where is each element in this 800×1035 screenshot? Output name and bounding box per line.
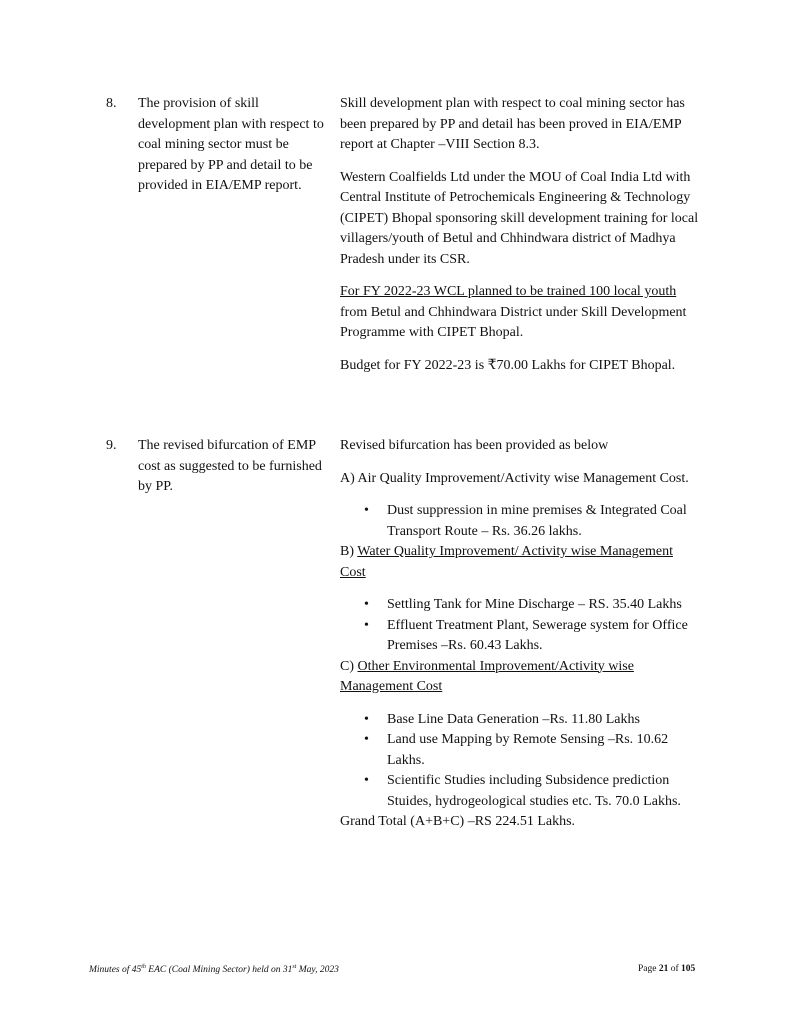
list-item: • Dust suppression in mine premises & Integrated Coal Transport Route – Rs. 36.26 lakhs. [364,503,687,539]
section-c-list [340,710,702,813]
list-item: • Settling Tank for Mine Discharge – RS. 35.40 Lakhs [340,595,702,616]
section-a-heading: A) Air Quality Improvement/Activity wise Management Cost. [340,470,689,486]
item-requirement: The provision of skill development plan with respect to coal mining sector must be prepared by PP and detail to be provided in EIA/EMP report. [138,96,324,193]
response-intro: Revised bifurcation has been provided as below [340,438,609,453]
grand-total: Grand Total (A+B+C) –RS 224.51 Lakhs. [340,814,576,829]
underlined-text: For FY 2022-23 WCL planned to be trained 100 local youth [340,284,677,299]
response-paragraph: Budget for FY 2022-23 is ₹70.00 Lakhs for CIPET Bhopal. [340,357,676,373]
paragraph-text: from Betul and Chhindwara District under Skill Development Programme with CIPET Bhopal. [340,304,687,340]
response-paragraph: Western Coalfields Ltd under the MOU of Coal India Ltd with Central Institute of Petrochemicals Engineering & Technology (CIPET) Bhopal sponsoring skill development training for local villagers/youth of Betul and Chhindwara district of Madhya Pradesh under its CSR. [340,169,699,267]
bullet-icon: • [364,503,369,518]
page-number: Page 21 of 105 [638,964,696,974]
item-requirement: The revised bifurcation of EMP cost as suggested to be furnished by PP. [138,438,322,494]
response-paragraph: Skill development plan with respect to coal mining sector has been prepared by PP and detail has been proved in EIA/EMP report at Chapter –VIII Section 8.3. [340,96,685,152]
section-a-list [340,501,702,542]
list-item: • Land use Mapping by Remote Sensing –Rs. 10.62 Lakhs. [364,732,669,768]
item-number: 8. [106,96,117,111]
footer-minutes: Minutes of 45th EAC (Coal Mining Sector) held on 31st May, 2023 [89,964,339,976]
bullet-icon: • [364,617,369,633]
bullet-icon: • [364,597,369,612]
list-item: • Base Line Data Generation –Rs. 11.80 Lakhs [340,710,702,731]
list-item: • Effluent Treatment Plant, Sewerage system for Office Premises –Rs. 60.43 Lakhs. [364,617,688,653]
section-b-list [340,595,702,657]
response-paragraph [340,282,702,344]
section-c-heading: C) Other Environmental Improvement/Activity wise Management Cost [340,658,634,694]
item-number: 9. [106,438,117,453]
bullet-icon: • [364,773,369,788]
section-b-heading: B) Water Quality Improvement/ Activity wise Management Cost [340,544,673,580]
bullet-icon: • [364,732,369,747]
list-item: • Scientific Studies including Subsidence prediction Stuides, hydrogeological studies etc. Ts. 70.0 Lakhs. [364,773,681,809]
item-response [340,94,702,388]
item-response [340,436,702,845]
bullet-icon: • [364,711,369,727]
